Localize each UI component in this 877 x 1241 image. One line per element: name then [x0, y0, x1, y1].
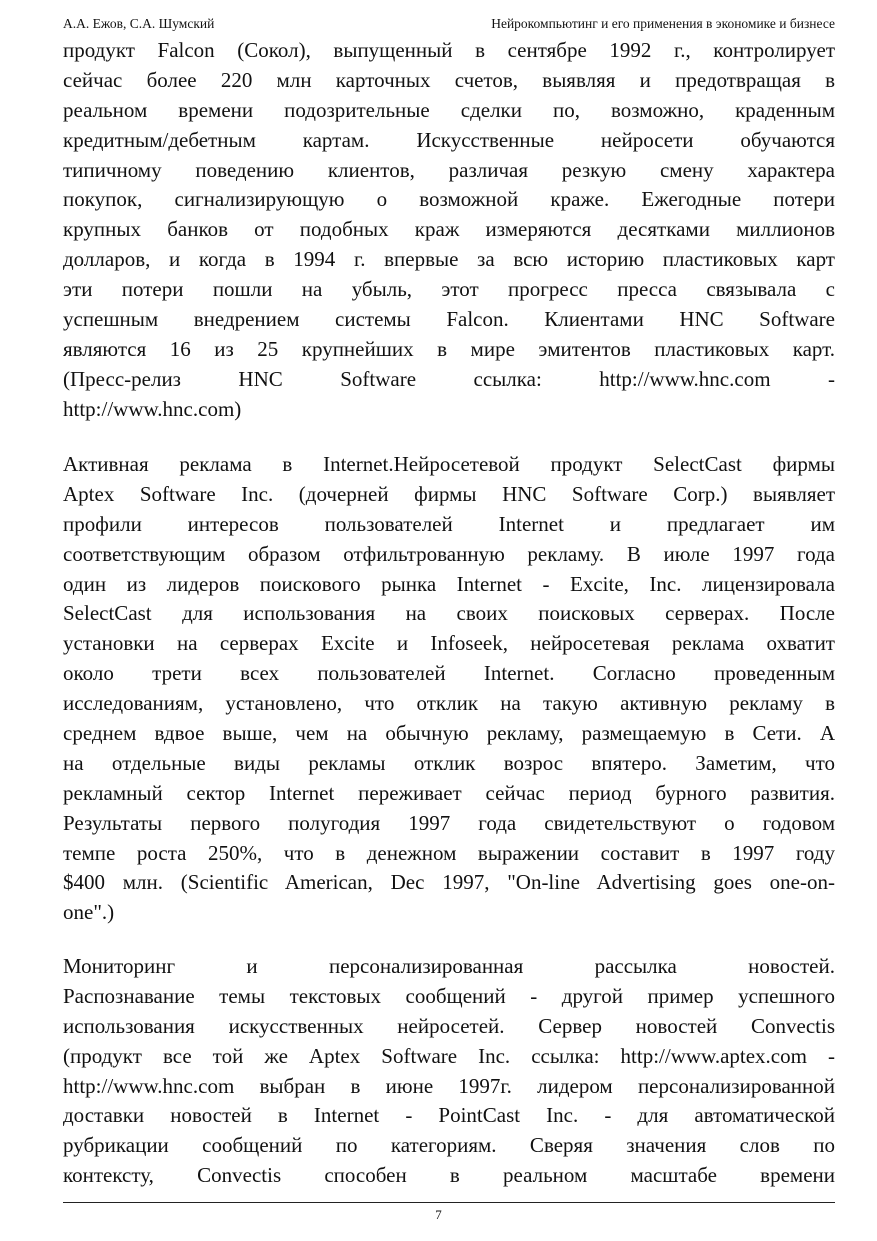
text-line: покупок, сигнализирующую о возможной краже. Ежегодные потери: [63, 187, 835, 212]
text-line: http://www.hnc.com выбран в июне 1997г. лидером персонализированной: [63, 1073, 835, 1098]
text-line: долларов, и когда в 1994 г. впервые за всю историю пластиковых карт: [63, 247, 835, 272]
running-header-title: Нейрокомпьютинг и его применения в экономике и бизнесе: [491, 16, 835, 31]
text-line: исследованиям, установлено, что отклик на такую активную рекламу в: [63, 691, 835, 716]
text-line: установки на серверах Excite и Infoseek, нейросетевая реклама охватит: [63, 631, 835, 656]
text-line: (продукт все той же Aptex Software Inc. ссылка: http://www.aptex.com -: [63, 1043, 835, 1068]
paragraph-convectis: [63, 952, 835, 1191]
text-line: Активная реклама в Internet.Нейросетевой продукт SelectCast фирмы: [63, 452, 835, 476]
text-line: сейчас более 220 млн карточных счетов, выявляя и предотвращая в: [63, 67, 835, 92]
text-line: рубрикации сообщений по категориям. Сверяя значения слов по: [63, 1133, 835, 1158]
text-line: контексту, Convectis способен в реальном масштабе времени: [63, 1163, 835, 1188]
text-line: использования искусственных нейросетей. Сервер новостей Convectis: [63, 1013, 835, 1038]
text-line: кредитным/дебетным картам. Искусственные нейросети обучаются: [63, 127, 835, 152]
text-line: соответствующим образом отфильтрованную рекламу. В июле 1997 года: [63, 541, 835, 566]
text-line: Aptex Software Inc. (дочерней фирмы HNC Software Corp.) выявляет: [63, 481, 835, 506]
text-line: реальном времени подозрительные сделки по, возможно, краденным: [63, 97, 835, 122]
running-header-authors: А.А. Ежов, С.А. Шумский: [63, 16, 215, 31]
text-line: (Пресс-релиз HNC Software ссылка: http://www.hnc.com -: [63, 366, 835, 391]
text-line: крупных банков от подобных краж измеряются десятками миллионов: [63, 217, 835, 242]
text-line: являются 16 из 25 крупнейших в мире эмитентов пластиковых карт.: [63, 336, 835, 361]
footer-divider: [63, 1202, 835, 1203]
text-line: SelectCast для использования на своих поисковых серверах. После: [63, 601, 835, 626]
text-line: Распознавание темы текстовых сообщений - другой пример успешного: [63, 983, 835, 1008]
text-line: Результаты первого полугодия 1997 года свидетельствуют о годовом: [63, 810, 835, 835]
text-line: профили интересов пользователей Internet и предлагает им: [63, 511, 835, 536]
text-line: среднем вдвое выше, чем на обычную рекламу, размещаемую в Сети. А: [63, 721, 835, 746]
paragraph-selectcast: [63, 450, 835, 928]
page-number: 7: [435, 1207, 442, 1222]
text-line: http://www.hnc.com): [63, 396, 242, 421]
text-line: $400 млн. (Scientific American, Dec 1997, "On-line Advertising goes one-on-: [63, 870, 835, 895]
paragraph-falcon: [63, 36, 835, 425]
text-line: one".): [63, 900, 115, 925]
text-line: темпе роста 250%, что в денежном выражении составит в 1997 году: [63, 840, 835, 865]
text-line: эти потери пошли на убыль, этот прогресс пресса связывала с: [63, 277, 835, 302]
text-line: успешным внедрением системы Falcon. Клиентами HNC Software: [63, 307, 835, 332]
text-line: типичному поведению клиентов, различая резкую смену характера: [63, 157, 835, 182]
text-line: продукт Falcon (Сокол), выпущенный в сентябре 1992 г., контролирует: [63, 38, 835, 62]
text-line: доставки новостей в Internet - PointCast Inc. - для автоматической: [63, 1103, 835, 1128]
text-line: Мониторинг и персонализированная рассылка новостей.: [63, 954, 835, 978]
text-line: рекламный сектор Internet переживает сейчас период бурного развития.: [63, 780, 835, 805]
text-line: один из лидеров поискового рынка Internet - Excite, Inc. лицензировала: [63, 571, 835, 596]
text-line: на отдельные виды рекламы отклик возрос впятеро. Заметим, что: [63, 750, 835, 775]
text-line: около трети всех пользователей Internet. Согласно проведенным: [63, 661, 835, 686]
